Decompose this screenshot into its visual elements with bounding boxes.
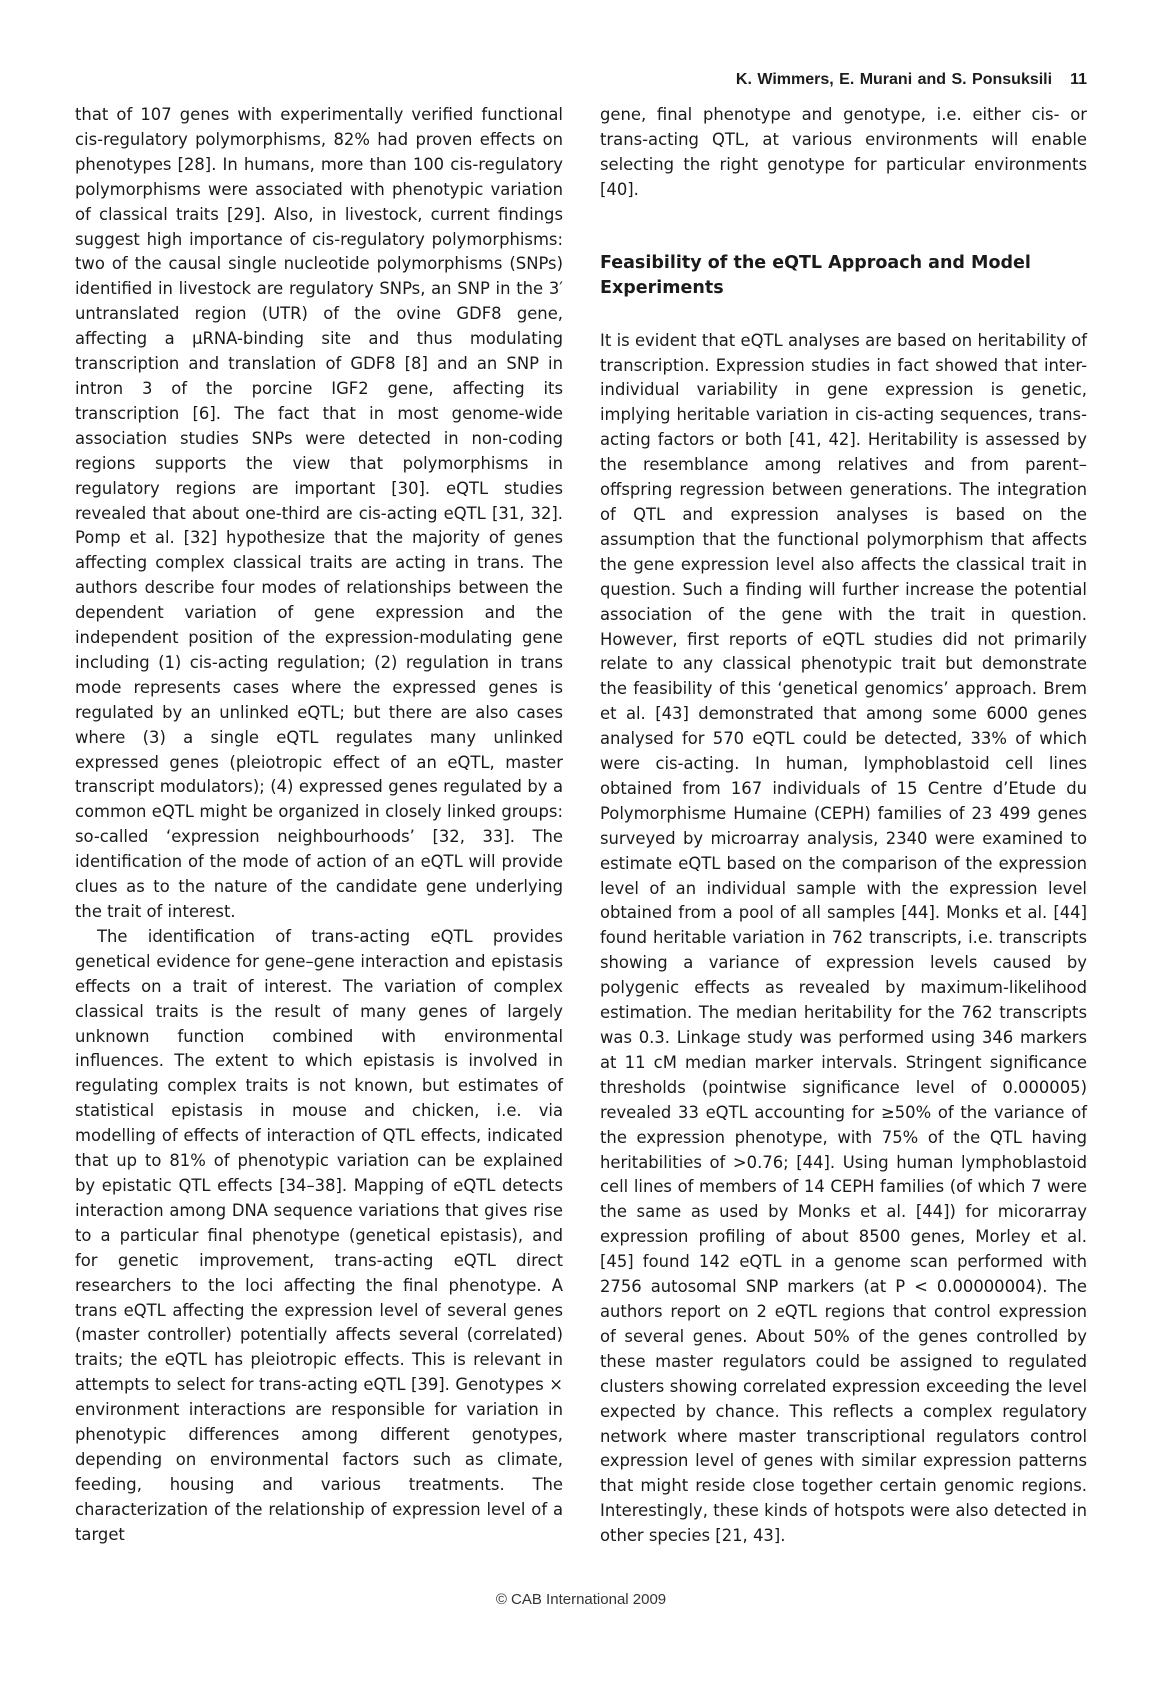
- copyright-footer: © CAB International 2009: [495, 1591, 667, 1608]
- author-names: K. Wimmers, E. Murani and S. Ponsuksili: [735, 71, 1053, 88]
- body-paragraph: gene, final phenotype and genotype, i.e. either cis- or trans-acting QTL, at various environments will enable selecting the right genotype for particular environments [40].: [600, 105, 1087, 199]
- left-column: [75, 103, 563, 1548]
- section-heading: Feasibility of the eQTL Approach and Model Experiments: [600, 252, 1031, 298]
- page-number: 11: [1070, 71, 1087, 88]
- body-paragraph: It is evident that eQTL analyses are based on heritability of transcription. Expression studies in fact showed that inter-individual variability in gene expression is genetic, implying heritable variation in cis-acting sequences, trans-acting factors or both [41, 42]. Heritability is assessed by the resemblance among relatives and from parent–offspring regression between generations. The integration of QTL and expression analyses is based on the assumption that the functional polymorphism that affects the gene expression level also affects the classical trait in question. Such a finding will further increase the potential association of the gene with the trait in question. However, first reports of eQTL studies did not primarily relate to any classical phenotypic trait but demonstrate the feasibility of this ‘genetical genomics’ approach. Brem et al. [43] demonstrated that among some 6000 genes analysed for 570 eQTL could be detected, 33% of which were cis-acting. In human, lymphoblastoid cell lines obtained from 167 individuals of 15 Centre d’Etude du Polymorphisme Humaine (CEPH) families of 23 499 genes surveyed by microarray analysis, 2340 were examined to estimate eQTL based on the comparison of the expression level of an individual sample with the expression level obtained from a pool of all samples [44]. Monks et al. [44] found heritable variation in 762 transcripts, i.e. transcripts showing a variance of expression levels caused by polygenic effects as revealed by maximum-likelihood estimation. The median heritability for the 762 transcripts was 0.3. Linkage study was performed using 346 markers at 11 cM median marker intervals. Stringent significance thresholds (pointwise significance level of 0.000005) revealed 33 eQTL accounting for ≥50% of the variance of the expression phenotype, with 75% of the QTL having heritabilities of >0.76; [44]. Using human lymphoblastoid cell lines of members of 14 CEPH families (of which 7 were the same as used by Monks et al. [44]) for micorarray expression profiling of about 8500 genes, Morley et al. [45] found 142 eQTL in a genome scan performed with 2756 autosomal SNP markers (at P < 0.00000004). The authors report on 2 eQTL regions that control expression of several genes. About 50% of the genes controlled by these master regulators could be assigned to regulated clusters showing correlated expression exceeding the level expected by chance. This reflects a complex regulatory network where master transcriptional regulators control expression level of genes with similar expression patterns that might reside close together certain genomic regions. Interestingly, these kinds of hotspots were also detected in other species [21, 43].: [600, 330, 1087, 1546]
- body-paragraph: that of 107 genes with experimentally verified functional cis-regulatory polymorphisms, 82% had proven effects on phenotypes [28]. In humans, more than 100 cis-regulatory polymorphisms were associated with phenotypic variation of classical traits [29]. Also, in livestock, current findings suggest high importance of cis-regulatory polymorphisms: two of the causal single nucleotide polymorphisms (SNPs) identified in livestock are regulatory SNPs, an SNP in the 3′ untranslated region (UTR) of the ovine GDF8 gene, affecting a μRNA-binding site and thus modulating transcription and translation of GDF8 [8] and an SNP in intron 3 of the porcine IGF2 gene, affecting its transcription [6]. The fact that in most genome-wide association studies SNPs were detected in non-coding regions supports the view that polymorphisms in regulatory regions are important [30]. eQTL studies revealed that about one-third are cis-acting eQTL [31, 32]. Pomp et al. [32] hypothesize that the majority of genes affecting complex classical traits are acting in trans. The authors describe four modes of relationships between the dependent variation of gene expression and the independent position of the expression-modulating gene including (1) cis-acting regulation; (2) regulation in trans mode represents cases where the expressed genes is regulated by an unlinked eQTL; but there are also cases where (3) a single eQTL regulates many unlinked expressed genes (pleiotropic effect of an eQTL, master transcript modulators); (4) expressed genes regulated by a common eQTL might be organized in closely linked groups: so-called ‘expression neighbourhoods’ [32, 33]. The identification of the mode of action of an eQTL will provide clues as to the nature of the candidate gene underlying the trait of interest.: [75, 105, 563, 921]
- running-head: [736, 71, 1087, 89]
- right-column: [600, 103, 1087, 1549]
- body-paragraph: The identification of trans-acting eQTL provides genetical evidence for gene–gene interaction and epistasis effects on a trait of interest. The variation of complex classical traits is the result of many genes of largely unknown function combined with environmental influences. The extent to which epistasis is involved in regulating complex traits is not known, but estimates of statistical epistasis in mouse and chicken, i.e. via modelling of effects of interaction of QTL effects, indicated that up to 81% of phenotypic variation can be explained by epistatic QTL effects [34–38]. Mapping of eQTL detects interaction among DNA sequence variations that gives rise to a particular final phenotype (genetical epistasis), and for genetic improvement, trans-acting eQTL direct researchers to the loci affecting the final phenotype. A trans eQTL affecting the expression level of several genes (master controller) potentially affects several (correlated) traits; the eQTL has pleiotropic effects. This is relevant in attempts to select for trans-acting eQTL [39]. Genotypes × environment interactions are responsible for variation in phenotypic differences among different genotypes, depending on environmental factors such as climate, feeding, housing and various treatments. The characterization of the relationship of expression level of a target: [75, 926, 563, 1544]
